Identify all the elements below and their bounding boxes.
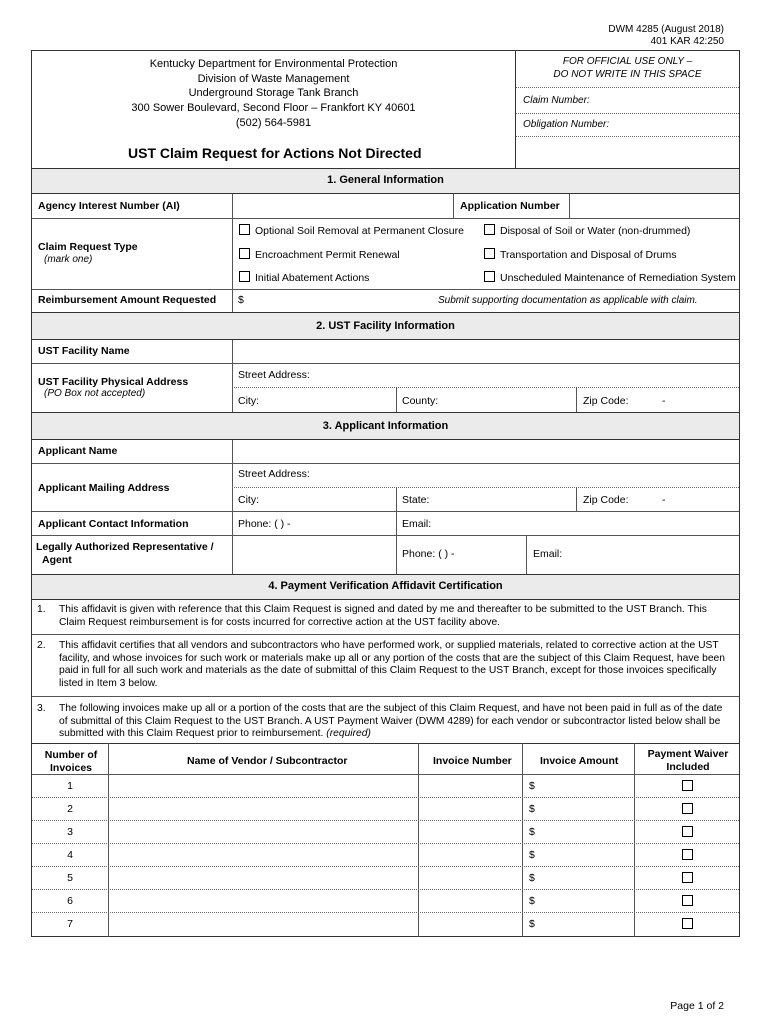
applicant-email-label: Email: [402, 518, 432, 530]
obligation-number-label: Obligation Number: [523, 119, 610, 130]
claim-request-type-sub: (mark one) [44, 254, 93, 265]
applicant-street-label: Street Address: [238, 468, 310, 480]
row-number: 4 [67, 849, 73, 861]
option-encroachment-permit[interactable] [239, 248, 400, 261]
option-unscheduled-maintenance[interactable] [484, 271, 736, 284]
header-vendor-name: Name of Vendor / Subcontractor [187, 755, 348, 767]
checkbox[interactable] [484, 224, 495, 235]
section-1-header [32, 168, 739, 194]
affidavit-item-3-text [59, 703, 731, 741]
table-row [32, 890, 739, 913]
invoice-number-cell[interactable] [419, 798, 521, 820]
checkbox[interactable] [682, 826, 693, 837]
checkbox[interactable] [682, 918, 693, 929]
applicant-city-label: City: [238, 494, 259, 506]
applicant-zip-label: Zip Code: [583, 494, 629, 506]
reimbursement-dollar-sign: $ [238, 294, 244, 306]
required-note: (required) [326, 728, 371, 739]
option-soil-removal[interactable] [239, 224, 464, 237]
checkbox[interactable] [682, 780, 693, 791]
invoice-amount-dollar[interactable]: $ [529, 895, 535, 907]
checkbox[interactable] [239, 224, 250, 235]
representative-label-line2: Agent [42, 554, 72, 566]
row-number: 3 [67, 826, 73, 838]
representative-phone-label: Phone: ( ) - [402, 548, 455, 560]
table-row [32, 844, 739, 867]
payment-waiver-checkbox[interactable] [682, 780, 698, 793]
option-label: Initial Abatement Actions [255, 272, 370, 284]
invoice-number-cell[interactable] [419, 821, 521, 843]
payment-waiver-checkbox[interactable] [682, 895, 698, 908]
official-use-box [516, 51, 739, 168]
header-invoice-amount: Invoice Amount [540, 755, 619, 767]
invoice-number-cell[interactable] [419, 913, 521, 935]
option-initial-abatement[interactable] [239, 271, 369, 284]
header-payment-waiver: Payment Waiver Included [647, 748, 729, 773]
option-label: Transportation and Disposal of Drums [500, 249, 677, 261]
vendor-name-cell[interactable] [109, 867, 417, 889]
table-row [32, 775, 739, 798]
invoice-amount-dollar[interactable]: $ [529, 918, 535, 930]
section-2-header [32, 312, 739, 340]
official-use-line1: FOR OFFICIAL USE ONLY – [562, 56, 693, 67]
option-label: Unscheduled Maintenance of Remediation System [500, 272, 736, 284]
checkbox[interactable] [682, 849, 693, 860]
section-4-title: 4. Payment Verification Affidavit Certification [268, 580, 503, 592]
agency-block [32, 57, 515, 131]
table-row [32, 913, 739, 936]
vendor-name-cell[interactable] [109, 844, 417, 866]
reimbursement-amount-label: Reimbursement Amount Requested [38, 294, 217, 306]
payment-waiver-checkbox[interactable] [682, 803, 698, 816]
facility-address-sub: (PO Box not accepted) [44, 388, 146, 399]
invoice-amount-dollar[interactable]: $ [529, 872, 535, 884]
affidavit-item-2-text: This affidavit certifies that all vendors and subcontractors who have performed work, or supplied materials, related to corrective action at the UST facility, and whose invoices for such work or materials make up all or any portion of the costs that are the subject of this Claim Request, have been paid in full for all such work and materials as the date of submittal of this Claim Request to the UST Branch, except for those invoices specifically listed in Item 3 below. [59, 640, 726, 689]
vendor-name-cell[interactable] [109, 913, 417, 935]
affidavit-item-1-text: This affidavit is given with reference that this Claim Request is signed and dated by me and thereafter to be submitted to the UST Branch. This Claim Request reimbursement is for costs incurred for corrective action at the UST facility above. [59, 604, 707, 628]
invoice-amount-dollar[interactable]: $ [529, 780, 535, 792]
payment-waiver-checkbox[interactable] [682, 872, 698, 885]
section-2-title: 2. UST Facility Information [316, 320, 455, 332]
checkbox[interactable] [682, 872, 693, 883]
agency-phone: (502) 564-5981 [235, 116, 312, 129]
facility-zip-dash: - [662, 395, 666, 407]
section-4-header [32, 574, 739, 600]
option-transport-drums[interactable] [484, 248, 676, 261]
checkbox[interactable] [484, 271, 495, 282]
representative-email-label: Email: [533, 548, 563, 560]
applicant-state-label: State: [402, 494, 430, 506]
form-code [608, 24, 724, 48]
claim-number-label: Claim Number: [523, 95, 590, 106]
official-use-line2: DO NOT WRITE IN THIS SPACE [553, 69, 702, 80]
claim-request-type-label: Claim Request Type [38, 241, 138, 253]
affidavit-item-2-number: 2. [37, 640, 46, 651]
form-frame [31, 50, 740, 937]
facility-city-label: City: [238, 395, 259, 407]
invoice-amount-dollar[interactable]: $ [529, 826, 535, 838]
checkbox[interactable] [682, 895, 693, 906]
vendor-name-cell[interactable] [109, 775, 417, 797]
checkbox[interactable] [239, 271, 250, 282]
branch-name: Underground Storage Tank Branch [188, 87, 359, 100]
form-title: UST Claim Request for Actions Not Directed [128, 145, 422, 161]
checkbox[interactable] [239, 248, 250, 259]
regulation-citation: 401 KAR 42:250 [650, 36, 724, 47]
checkbox[interactable] [484, 248, 495, 259]
row-number: 6 [67, 895, 73, 907]
reimbursement-note: Submit supporting documentation as applicable with claim. [438, 295, 698, 306]
checkbox[interactable] [682, 803, 693, 814]
vendor-name-cell[interactable] [109, 798, 417, 820]
facility-name-label: UST Facility Name [38, 345, 130, 357]
applicant-zip-dash: - [662, 494, 666, 506]
row-number: 2 [67, 803, 73, 815]
invoice-number-cell[interactable] [419, 867, 521, 889]
vendor-name-cell[interactable] [109, 821, 417, 843]
table-row [32, 821, 739, 844]
option-label: Disposal of Soil or Water (non-drummed) [500, 225, 691, 237]
vendor-name-cell[interactable] [109, 890, 417, 912]
applicant-phone-label: Phone: ( ) - [238, 518, 291, 530]
applicant-name-label: Applicant Name [38, 445, 118, 457]
option-label: Encroachment Permit Renewal [255, 249, 400, 261]
form-number: DWM 4285 (August 2018) [608, 24, 724, 35]
payment-waiver-checkbox[interactable] [682, 849, 698, 862]
header-invoice-number: Invoice Number [433, 755, 512, 767]
page-number: Page 1 of 2 [670, 1000, 724, 1012]
affidavit-item-3-number: 3. [37, 703, 46, 714]
section-3-title: 3. Applicant Information [322, 420, 449, 432]
section-1-title: 1. General Information [327, 174, 444, 186]
affidavit-item-1-number: 1. [37, 604, 46, 615]
invoice-number-cell[interactable] [419, 890, 521, 912]
facility-county-label: County: [402, 395, 439, 407]
header-number-of-invoices: Number of Invoices [44, 749, 98, 774]
agency-interest-label: Agency Interest Number (AI) [38, 200, 180, 212]
payment-waiver-checkbox[interactable] [682, 918, 698, 931]
invoice-number-cell[interactable] [419, 775, 521, 797]
agency-address: 300 Sower Boulevard, Second Floor – Frankfort KY 40601 [131, 102, 416, 115]
invoice-amount-dollar[interactable]: $ [529, 803, 535, 815]
applicant-mailing-label: Applicant Mailing Address [38, 482, 170, 494]
payment-waiver-checkbox[interactable] [682, 826, 698, 839]
table-row [32, 798, 739, 821]
invoice-amount-dollar[interactable]: $ [529, 849, 535, 861]
invoice-table [32, 743, 739, 937]
division-name: Division of Waste Management [197, 72, 350, 85]
applicant-contact-label: Applicant Contact Information [38, 518, 189, 530]
option-disposal-soil-water[interactable] [484, 224, 690, 237]
row-number: 5 [67, 872, 73, 884]
facility-zip-label: Zip Code: [583, 395, 629, 407]
row-number: 7 [67, 918, 73, 930]
row-number: 1 [67, 780, 73, 792]
representative-label-line1: Legally Authorized Representative / [36, 541, 214, 553]
facility-address-label: UST Facility Physical Address [38, 376, 189, 388]
table-row [32, 867, 739, 890]
affidavit-item-3-body: The following invoices make up all or a portion of the costs that are the subject of this Claim Request, and have not been paid in full as of the date of submittal of this Claim Request to the UST Branch. A UST Payment Waiver (DWM 4289) for each vendor or subcontractor listed below shall be submitted with this Claim Request prior to reimbursement. [59, 703, 723, 739]
agency-name: Kentucky Department for Environmental Protection [149, 58, 398, 70]
section-3-header [32, 412, 739, 440]
facility-street-label: Street Address: [238, 369, 310, 381]
application-number-label: Application Number [460, 200, 560, 212]
option-label: Optional Soil Removal at Permanent Closure [255, 225, 464, 237]
invoice-number-cell[interactable] [419, 844, 521, 866]
